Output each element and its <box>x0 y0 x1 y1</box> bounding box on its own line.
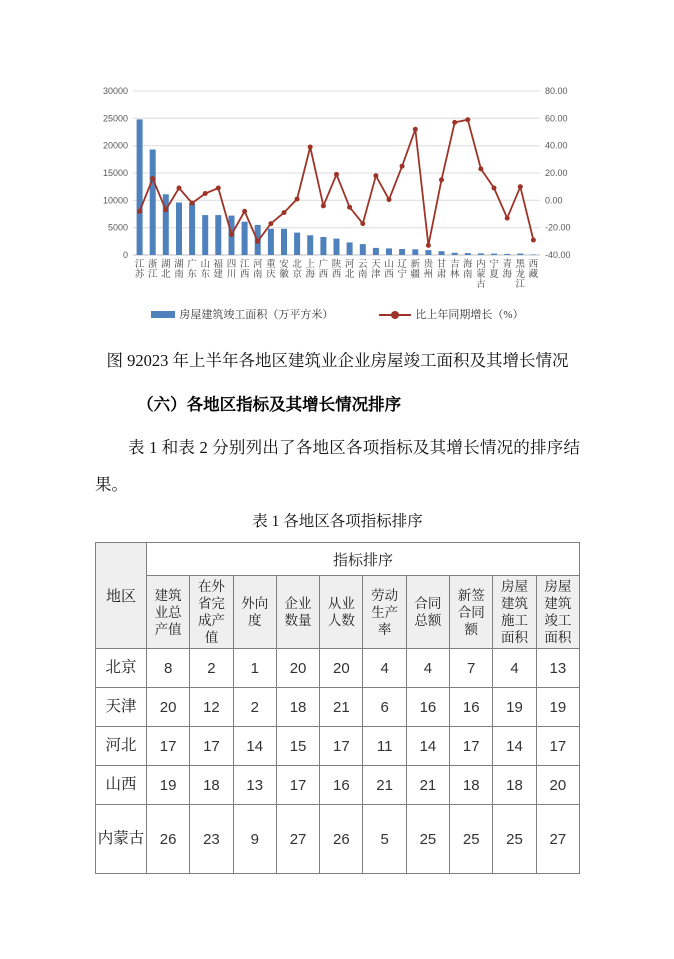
rank-cell: 17 <box>147 727 190 766</box>
table-row <box>96 805 580 874</box>
svg-text:重庆: 重庆 <box>266 260 276 280</box>
legend-bar-label: 房屋建筑竣工面积（万平方米） <box>179 309 334 321</box>
svg-text:安徽: 安徽 <box>279 260 289 280</box>
rank-cell: 18 <box>190 766 233 805</box>
region-cell: 天津 <box>96 688 147 727</box>
line-series-swatch-icon <box>379 310 411 319</box>
svg-text:5000: 5000 <box>107 222 128 233</box>
svg-text:甘肃: 甘肃 <box>436 260 447 280</box>
rank-cell: 20 <box>320 649 363 688</box>
rank-cell: 13 <box>233 766 276 805</box>
svg-text:0: 0 <box>122 250 128 260</box>
body-paragraph: 表 1 和表 2 分别列出了各地区各项指标及其增长情况的排序结果。 <box>95 438 580 494</box>
svg-text:山东: 山东 <box>200 260 210 280</box>
rank-cell: 17 <box>450 727 493 766</box>
column-header-cell: 从业人数 <box>320 576 363 649</box>
table-row <box>96 688 580 727</box>
svg-text:云南: 云南 <box>358 260 368 280</box>
svg-text:15000: 15000 <box>102 168 128 178</box>
rank-cell: 9 <box>233 805 276 874</box>
indicator-ranking-table <box>95 542 580 874</box>
rank-cell: 15 <box>276 727 319 766</box>
rank-cell: 16 <box>406 688 449 727</box>
rank-cell: 21 <box>406 766 449 805</box>
rank-cell: 7 <box>450 649 493 688</box>
svg-text:80.00: 80.00 <box>545 86 568 96</box>
rank-cell: 16 <box>320 766 363 805</box>
rank-cell: 21 <box>320 688 363 727</box>
svg-text:贵州: 贵州 <box>423 260 434 280</box>
rank-cell: 25 <box>493 805 536 874</box>
rank-cell: 17 <box>276 766 319 805</box>
rank-cell: 18 <box>450 766 493 805</box>
rank-cell: 26 <box>147 805 190 874</box>
svg-text:陕西: 陕西 <box>331 260 342 280</box>
svg-text:20.00: 20.00 <box>545 168 568 178</box>
rank-cell: 19 <box>536 688 579 727</box>
svg-text:海南: 海南 <box>463 260 473 280</box>
svg-text:上海: 上海 <box>305 260 315 280</box>
rank-cell: 14 <box>406 727 449 766</box>
svg-text:广西: 广西 <box>318 260 329 280</box>
column-header-cell: 企业数量 <box>276 576 319 649</box>
rank-cell: 27 <box>276 805 319 874</box>
column-header-row <box>96 576 580 649</box>
rank-cell: 18 <box>276 688 319 727</box>
rank-cell: 2 <box>190 649 233 688</box>
region-cell: 山西 <box>96 766 147 805</box>
column-header-cell: 合同总额 <box>406 576 449 649</box>
table-header <box>96 543 580 649</box>
svg-text:内蒙古: 内蒙古 <box>476 260 486 290</box>
rank-cell: 18 <box>493 766 536 805</box>
table-row <box>96 727 580 766</box>
rank-cell: 4 <box>363 649 406 688</box>
svg-text:江苏: 江苏 <box>134 260 145 280</box>
svg-text:四川: 四川 <box>226 260 237 280</box>
rank-cell: 19 <box>493 688 536 727</box>
svg-text:湖南: 湖南 <box>174 260 184 280</box>
column-header-cell: 建筑业总产值 <box>147 576 190 649</box>
column-header-cell: 房屋建筑竣工面积 <box>536 576 579 649</box>
rank-cell: 4 <box>406 649 449 688</box>
rank-cell: 14 <box>233 727 276 766</box>
rank-cell: 11 <box>363 727 406 766</box>
rank-cell: 17 <box>190 727 233 766</box>
region-cell: 河北 <box>96 727 147 766</box>
rank-cell: 2 <box>233 688 276 727</box>
rank-cell: 4 <box>493 649 536 688</box>
svg-text:20000: 20000 <box>102 140 128 151</box>
chart-svg <box>95 84 580 302</box>
svg-text:10000: 10000 <box>102 195 128 206</box>
chart-legend <box>95 305 580 323</box>
completion-area-chart <box>95 84 580 323</box>
svg-text:河北: 河北 <box>344 260 355 280</box>
rank-cell: 20 <box>147 688 190 727</box>
column-header-cell: 劳动生产率 <box>363 576 406 649</box>
svg-text:25000: 25000 <box>102 113 128 124</box>
svg-text:浙江: 浙江 <box>147 260 158 280</box>
svg-text:黑龙江: 黑龙江 <box>515 260 526 290</box>
svg-text:吉林: 吉林 <box>449 260 460 280</box>
svg-text:-20.00: -20.00 <box>545 222 571 233</box>
svg-text:西藏: 西藏 <box>528 260 539 280</box>
svg-text:天津: 天津 <box>371 260 381 280</box>
rank-cell: 25 <box>450 805 493 874</box>
group-header-cell: 指标排序 <box>147 543 580 576</box>
svg-text:北京: 北京 <box>292 260 302 280</box>
svg-text:新疆: 新疆 <box>410 260 421 280</box>
rank-cell: 13 <box>536 649 579 688</box>
rank-cell: 19 <box>147 766 190 805</box>
legend-item-bar <box>151 306 333 322</box>
svg-text:60.00: 60.00 <box>545 113 568 124</box>
rank-cell: 5 <box>363 805 406 874</box>
svg-text:福建: 福建 <box>213 260 224 280</box>
figure-caption: 图 92023 年上半年各地区建筑业企业房屋竣工面积及其增长情况 <box>106 351 569 370</box>
rank-cell: 8 <box>147 649 190 688</box>
legend-line-label: 比上年同期增长（%） <box>415 309 524 321</box>
rank-cell: 17 <box>536 727 579 766</box>
section-heading: （六）各地区指标及其增长情况排序 <box>137 395 402 414</box>
rank-cell: 26 <box>320 805 363 874</box>
rank-cell: 16 <box>450 688 493 727</box>
rank-cell: 25 <box>406 805 449 874</box>
legend-item-line <box>379 306 523 322</box>
region-cell: 北京 <box>96 649 147 688</box>
rank-cell: 27 <box>536 805 579 874</box>
rank-cell: 20 <box>276 649 319 688</box>
rank-cell: 20 <box>536 766 579 805</box>
rank-cell: 12 <box>190 688 233 727</box>
bar-series-swatch-icon <box>151 311 175 318</box>
region-cell: 内蒙古 <box>96 805 147 874</box>
column-header-cell: 在外省完成产值 <box>190 576 233 649</box>
rank-cell: 14 <box>493 727 536 766</box>
svg-text:河南: 河南 <box>252 260 263 280</box>
column-header-cell: 房屋建筑施工面积 <box>493 576 536 649</box>
table-caption: 表 1 各地区各项指标排序 <box>252 513 423 530</box>
column-header-cell: 外向度 <box>233 576 276 649</box>
svg-text:辽宁: 辽宁 <box>397 260 407 280</box>
svg-text:-40.00: -40.00 <box>545 250 571 260</box>
svg-text:湖北: 湖北 <box>161 260 171 280</box>
svg-text:30000: 30000 <box>102 86 128 96</box>
rank-cell: 21 <box>363 766 406 805</box>
table-row <box>96 766 580 805</box>
corner-header-cell: 地区 <box>96 543 147 649</box>
rank-cell: 23 <box>190 805 233 874</box>
svg-text:山西: 山西 <box>384 260 394 280</box>
rank-cell: 17 <box>320 727 363 766</box>
svg-text:江西: 江西 <box>239 260 250 280</box>
rank-cell: 6 <box>363 688 406 727</box>
table-row <box>96 649 580 688</box>
svg-text:宁夏: 宁夏 <box>489 260 499 280</box>
column-header-cell: 新签合同额 <box>450 576 493 649</box>
svg-text:0.00: 0.00 <box>545 195 563 206</box>
rank-cell: 1 <box>233 649 276 688</box>
svg-text:40.00: 40.00 <box>545 140 568 151</box>
table-body <box>96 649 580 874</box>
svg-text:广东: 广东 <box>187 260 197 280</box>
svg-text:青海: 青海 <box>502 260 512 280</box>
